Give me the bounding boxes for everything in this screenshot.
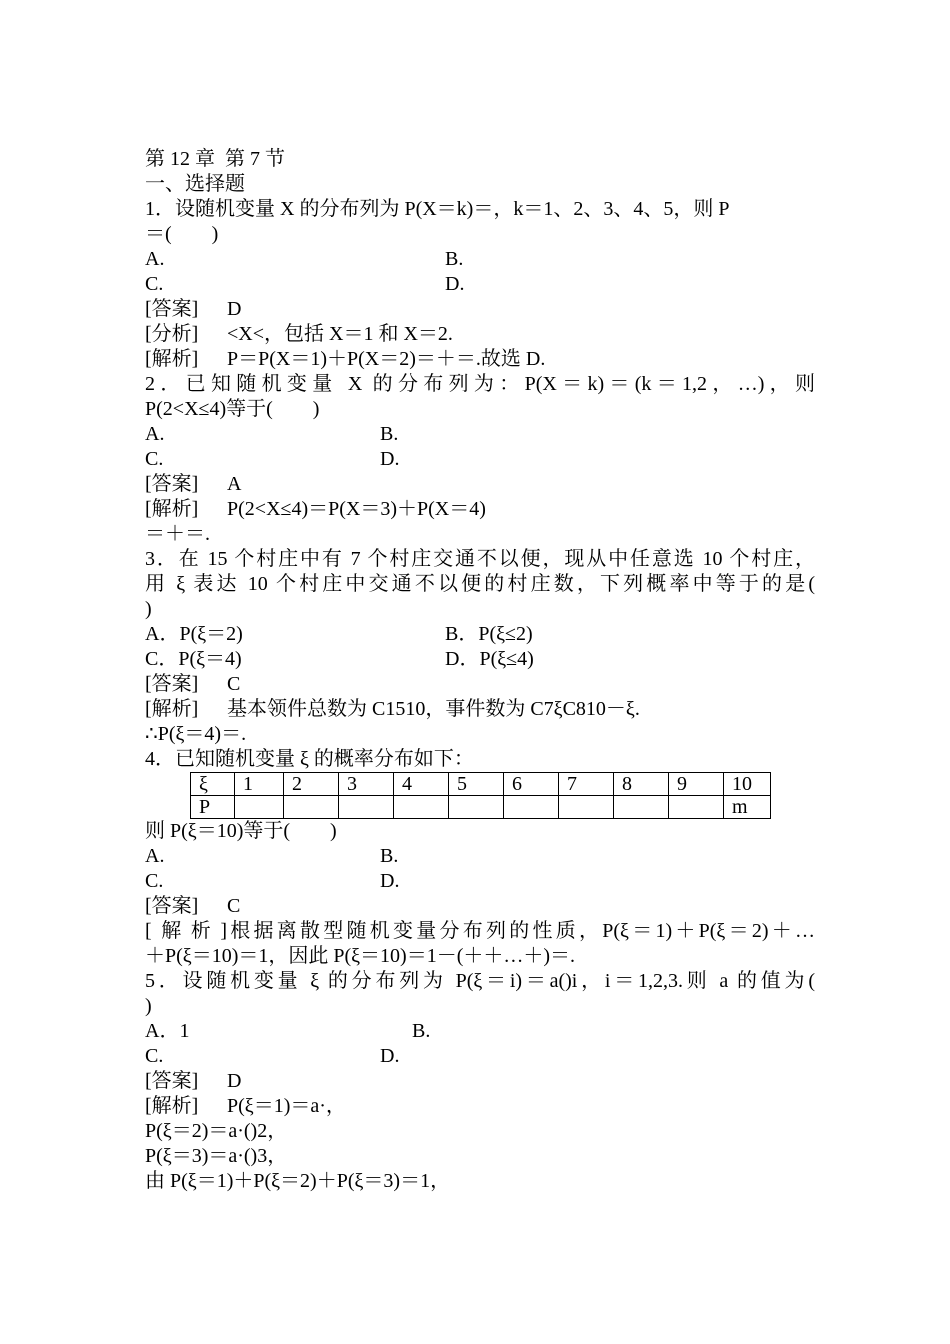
q5-stem: 5．设随机变量 ξ 的分布列为 P(ξ＝i)＝a()i，i＝1,2,3.则 a 的值为( [145, 970, 815, 992]
q1-option-a: A. [145, 248, 165, 270]
q2-solution-cont: ＝＋＝. [145, 523, 210, 545]
table-cell: 9 [669, 773, 724, 796]
table-cell: 5 [449, 773, 504, 796]
chapter-heading: 第 12 章 第 7 节 [145, 148, 285, 170]
q5-solution-line4: 由 P(ξ＝1)＋P(ξ＝2)＋P(ξ＝3)＝1， [145, 1170, 451, 1192]
table-row [191, 773, 771, 796]
q3-answer [145, 672, 815, 697]
table-cell [339, 796, 394, 819]
table-cell [449, 796, 504, 819]
q5-options-row2 [145, 1044, 815, 1069]
q1-option-c: C. [145, 273, 164, 295]
q5-options-row1 [145, 1019, 815, 1044]
q2-option-d: D. [380, 448, 400, 470]
solution-text: 基本领件总数为 C1510，事件数为 C7ξC810－ξ. [227, 698, 640, 720]
answer-tag: [答案] [145, 473, 199, 495]
table-cell: 4 [394, 773, 449, 796]
q4-question: 则 P(ξ＝10)等于( ) [145, 820, 337, 842]
q1-answer [145, 297, 815, 322]
q5-solution-line3: P(ξ＝3)＝a·()3， [145, 1145, 288, 1167]
q5-solution-line2: P(ξ＝2)＝a·()2， [145, 1120, 288, 1142]
q1-solution [145, 347, 815, 372]
q4-option-a: A. [145, 845, 165, 867]
table-cell [614, 796, 669, 819]
q2-option-a: A. [145, 423, 165, 445]
q3-option-c: C．P(ξ＝4) [145, 648, 242, 670]
q5-option-c: C. [145, 1045, 164, 1067]
q3-stem-cont: 用 ξ 表达 10 个村庄中交通不以便的村庄数，下列概率中等于的是( [145, 573, 815, 595]
q3-option-d: D．P(ξ≤4) [445, 648, 534, 670]
answer-tag: [答案] [145, 298, 199, 320]
solution-tag: [解析] [145, 498, 199, 520]
q2-stem-cont: P(2<X≤4)等于( ) [145, 398, 320, 420]
table-row [191, 796, 771, 819]
q1-analysis [145, 322, 815, 347]
analysis-text: <X<，包括 X＝1 和 X＝2. [227, 323, 453, 345]
q3-solution-cont: ∴P(ξ＝4)＝. [145, 723, 247, 745]
q2-solution [145, 497, 815, 522]
q1-options-row1 [145, 247, 815, 272]
q5-solution [145, 1094, 815, 1119]
solution-text: P(2<X≤4)＝P(X＝3)＋P(X＝4) [227, 498, 486, 520]
q4-option-c: C. [145, 870, 164, 892]
q2-options-row1 [145, 422, 815, 447]
q4-option-b: B. [380, 845, 399, 867]
table-cell: ξ [191, 773, 235, 796]
q2-option-c: C. [145, 448, 164, 470]
q5-option-a: A．1 [145, 1020, 190, 1042]
table-cell: 7 [559, 773, 614, 796]
q4-options-row1 [145, 844, 815, 869]
table-cell [284, 796, 339, 819]
table-cell: 6 [504, 773, 559, 796]
answer-tag: [答案] [145, 895, 199, 917]
document-body [145, 147, 815, 1194]
q1-stem: 1．设随机变量 X 的分布列为 P(X＝k)＝，k＝1、2、3、4、5，则 P [145, 198, 730, 220]
q4-answer [145, 894, 815, 919]
answer-value: D [227, 1070, 242, 1092]
solution-tag: [解析] [145, 348, 199, 370]
table-cell [559, 796, 614, 819]
q5-answer [145, 1069, 815, 1094]
solution-tag: [解析] [145, 698, 199, 720]
table-cell [669, 796, 724, 819]
q5-option-b: B. [412, 1020, 431, 1042]
q5-stem-cont: ) [145, 995, 152, 1017]
q4-solution-cont: ＋P(ξ＝10)＝1，因此 P(ξ＝10)＝1－(＋＋…＋)＝. [145, 945, 576, 967]
q4-option-d: D. [380, 870, 400, 892]
table-cell [504, 796, 559, 819]
solution-tag: [解析] [145, 1095, 199, 1117]
solution-text: 根据离散型随机变量分布列的性质，P(ξ＝1)＋P(ξ＝2)＋… [227, 920, 815, 942]
answer-value: C [227, 673, 241, 695]
table-cell: 10 [724, 773, 771, 796]
q1-option-b: B. [445, 248, 464, 270]
q1-stem-cont: ＝( ) [145, 223, 219, 245]
q4-solution [145, 919, 815, 944]
solution-tag: [解析] [145, 920, 227, 942]
q2-option-b: B. [380, 423, 399, 445]
table-cell [394, 796, 449, 819]
q3-stem-cont2: ) [145, 598, 152, 620]
answer-value: C [227, 895, 241, 917]
solution-text: P(ξ＝1)＝a·， [227, 1095, 346, 1117]
q3-option-a: A．P(ξ＝2) [145, 623, 243, 645]
answer-value: D [227, 298, 242, 320]
table-cell: 2 [284, 773, 339, 796]
answer-value: A [227, 473, 242, 495]
q3-options-row2 [145, 647, 815, 672]
q4-stem: 4．已知随机变量 ξ 的概率分布如下： [145, 748, 474, 770]
q3-solution [145, 697, 815, 722]
q1-options-row2 [145, 272, 815, 297]
solution-text: P＝P(X＝1)＋P(X＝2)＝＋＝.故选 D. [227, 348, 546, 370]
q2-stem: 2．已知随机变量 X 的分布列为：P(X＝k)＝(k＝1,2，…)，则 [145, 373, 815, 395]
table-cell [235, 796, 284, 819]
table-cell: 8 [614, 773, 669, 796]
analysis-tag: [分析] [145, 323, 199, 345]
table-cell: P [191, 796, 235, 819]
q2-answer [145, 472, 815, 497]
q3-stem: 3．在 15 个村庄中有 7 个村庄交通不以便，现从中任意选 10 个村庄， [145, 548, 815, 570]
q1-option-d: D. [445, 273, 465, 295]
section-heading: 一、选择题 [145, 173, 245, 195]
table-cell: 1 [235, 773, 284, 796]
q4-options-row2 [145, 869, 815, 894]
table-cell: m [724, 796, 771, 819]
q2-options-row2 [145, 447, 815, 472]
table-cell: 3 [339, 773, 394, 796]
q3-option-b: B．P(ξ≤2) [445, 623, 533, 645]
distribution-table [190, 772, 771, 819]
answer-tag: [答案] [145, 1070, 199, 1092]
q3-options-row1 [145, 622, 815, 647]
q5-option-d: D. [380, 1045, 400, 1067]
answer-tag: [答案] [145, 673, 199, 695]
